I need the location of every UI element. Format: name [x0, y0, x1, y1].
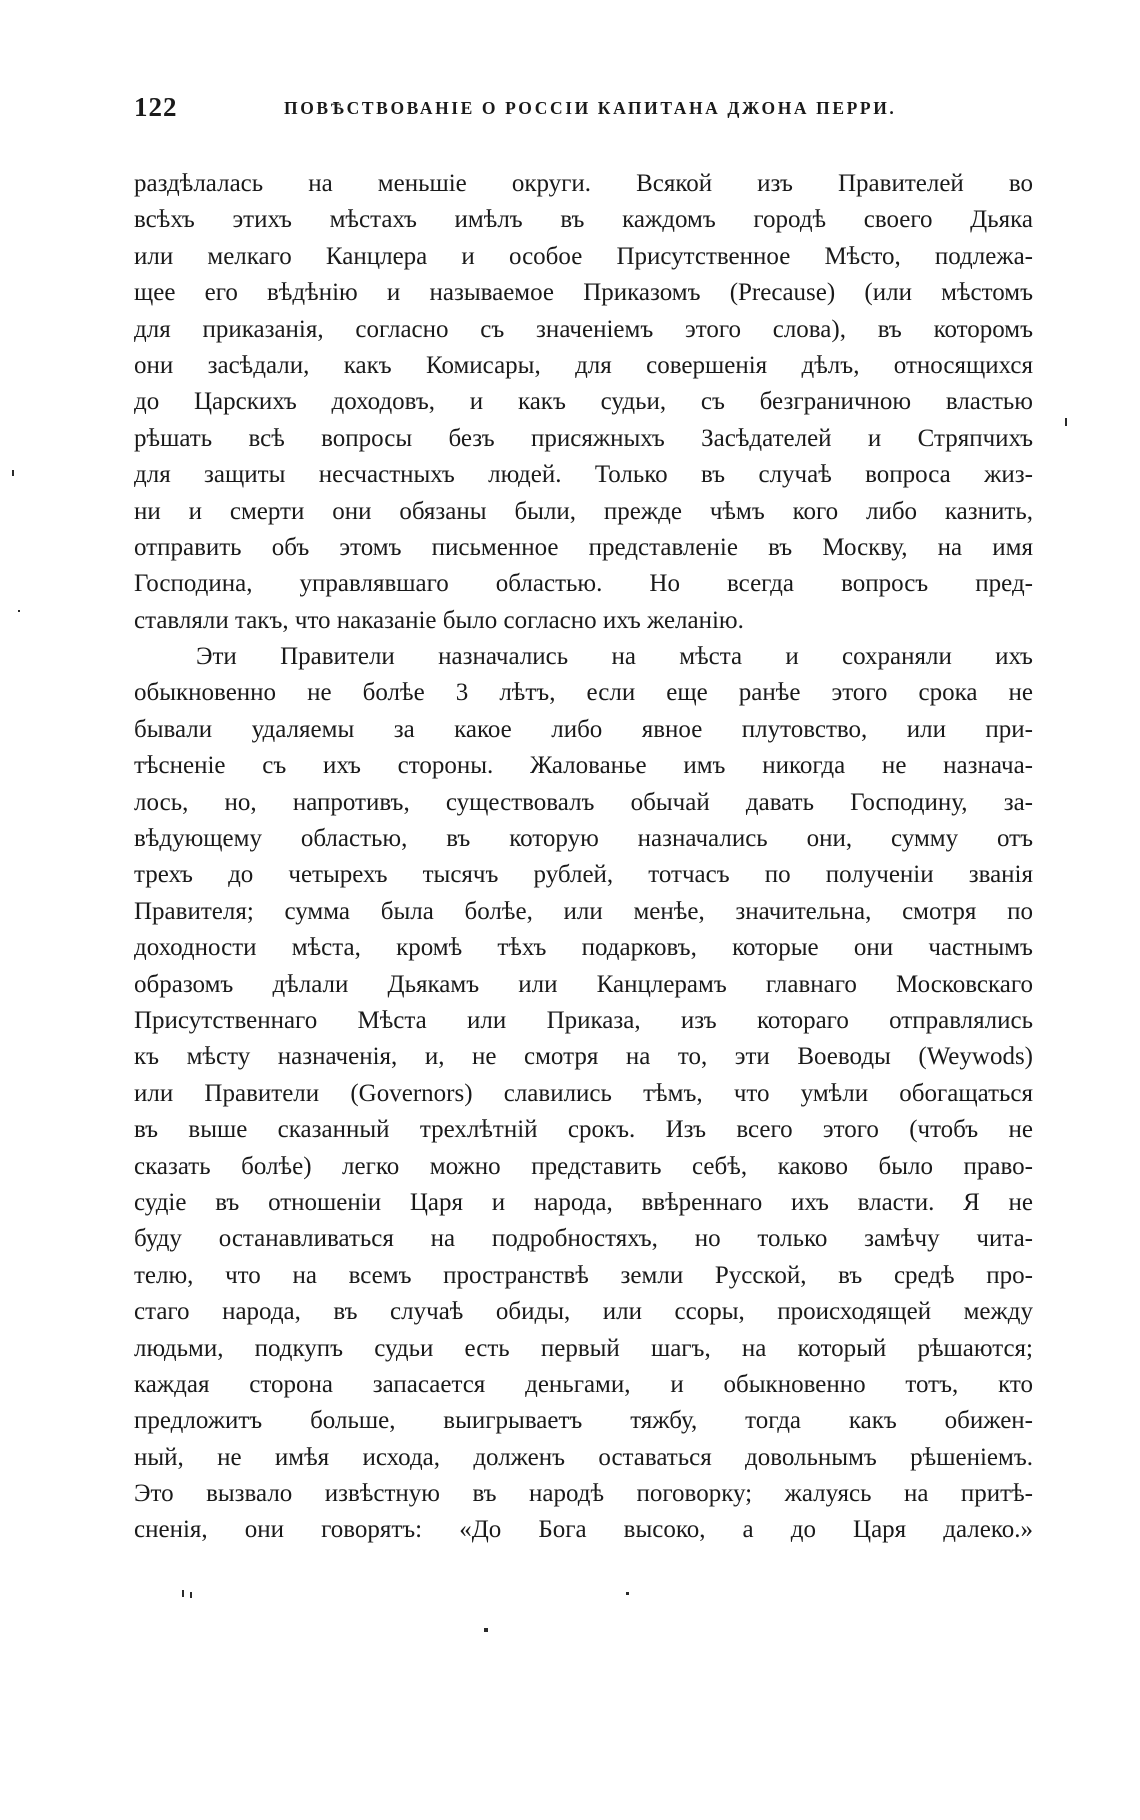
text-line: тѣсненіе съ ихъ стороны. Жалованье имъ никогда не назнача- [134, 752, 1033, 780]
text-line: доходности мѣста, кромѣ тѣхъ подарковъ, которые они частнымъ [134, 934, 1033, 962]
page-number: 122 [134, 92, 178, 122]
running-title: ПОВѢСТВОВАНІЕ О РОССІИ КАПИТАНА ДЖОНА ПЕРРИ. [284, 98, 897, 118]
text-line: для приказанія, согласно съ значеніемъ этого слова), въ которомъ [134, 315, 1033, 343]
scan-speck [1065, 418, 1067, 426]
text-line: лось, но, напротивъ, существовалъ обычай давать Господину, за- [134, 788, 1033, 816]
paragraph-1 [134, 166, 1033, 639]
text-line: трехъ до четырехъ тысячъ рублей, тотчасъ по полученіи званія [134, 861, 1033, 889]
text-line: или мелкаго Канцлера и особое Присутственное Мѣсто, подлежа- [134, 242, 1033, 270]
scan-speck [182, 1590, 184, 1597]
text-line: буду останавливаться на подробностяхъ, но только замѣчу чита- [134, 1225, 1033, 1253]
text-line: обыкновенно не болѣе 3 лѣтъ, если еще ранѣе этого срока не [134, 679, 1033, 707]
text-line: къ мѣсту назначенія, и, не смотря на то, эти Воеводы (Weywods) [134, 1043, 1033, 1071]
text-line: бывали удаляемы за какое либо явное плутовство, или при- [134, 715, 1033, 743]
text-line: образомъ дѣлали Дьякамъ или Канцлерамъ главнаго Московскаго [134, 970, 1033, 998]
scan-speck [12, 470, 14, 476]
text-line: стаго народа, въ случаѣ обиды, или ссоры, происходящей между [134, 1298, 1033, 1326]
text-line: телю, что на всемъ пространствѣ земли Русской, въ средѣ про- [134, 1261, 1033, 1289]
text-line: каждая сторона запасается деньгами, и обыкновенно тотъ, кто [134, 1370, 1033, 1398]
text-line: ни и смерти они обязаны были, прежде чѣмъ кого либо казнить, [134, 497, 1033, 525]
text-line: судіе въ отношеніи Царя и народа, ввѣреннаго ихъ власти. Я не [134, 1188, 1033, 1216]
scan-speck [190, 1592, 192, 1598]
body-text [134, 166, 1033, 1549]
scan-speck [18, 610, 20, 612]
text-line: или Правители (Governors) славились тѣмъ, что умѣли обогащаться [134, 1079, 1033, 1107]
text-line: сказать болѣе) легко можно представить себѣ, каково было право- [134, 1152, 1033, 1180]
text-line: вѣдующему областью, въ которую назначались они, сумму отъ [134, 825, 1033, 853]
text-line: щее его вѣдѣнію и называемое Приказомъ (Precause) (или мѣстомъ [134, 279, 1033, 307]
paragraph-2 [134, 639, 1033, 1549]
text-line: они засѣдали, какъ Комисары, для совершенія дѣлъ, относящихся [134, 351, 1033, 379]
text-line: людьми, подкупъ судьи есть первый шагъ, на который рѣшаются; [134, 1334, 1033, 1362]
text-line: Правителя; сумма была болѣе, или менѣе, значительна, смотря по [134, 897, 1033, 925]
scan-speck [626, 1592, 629, 1595]
running-head [134, 92, 1032, 132]
text-line: Эти Правители назначались на мѣста и сохраняли ихъ [196, 643, 1033, 671]
text-line: Присутственнаго Мѣста или Приказа, изъ котораго отправлялись [134, 1006, 1033, 1034]
text-line: ставляли такъ, что наказаніе было согласно ихъ желанію. [134, 606, 744, 634]
text-line: предложитъ больше, выигрываетъ тяжбу, тогда какъ обижен- [134, 1407, 1033, 1435]
text-line: раздѣлалась на меньшіе округи. Всякой изъ Правителей во [134, 170, 1033, 197]
text-line: въ выше сказанный трехлѣтній срокъ. Изъ всего этого (чтобъ не [134, 1116, 1033, 1144]
text-line: сненія, они говорятъ: «До Бога высоко, а до Царя далеко.» [134, 1516, 1033, 1544]
text-line: рѣшать всѣ вопросы безъ присяжныхъ Засѣдателей и Стряпчихъ [134, 424, 1033, 452]
text-line: всѣхъ этихъ мѣстахъ имѣлъ въ каждомъ городѣ своего Дьяка [134, 206, 1033, 234]
text-line: ный, не имѣя исхода, долженъ оставаться довольнымъ рѣшеніемъ. [134, 1443, 1033, 1471]
text-line: Это вызвало извѣстную въ народѣ поговорку; жалуясь на притѣ- [134, 1480, 1033, 1508]
text-line: отправить объ этомъ письменное представленіе въ Москву, на имя [134, 533, 1033, 561]
text-line: Господина, управлявшаго областью. Но всегда вопросъ пред- [134, 570, 1033, 598]
text-line: до Царскихъ доходовъ, и какъ судьи, съ безграничною властью [134, 388, 1033, 416]
text-line: для защиты несчастныхъ людей. Только въ случаѣ вопроса жиз- [134, 461, 1033, 489]
scan-speck [484, 1628, 488, 1632]
